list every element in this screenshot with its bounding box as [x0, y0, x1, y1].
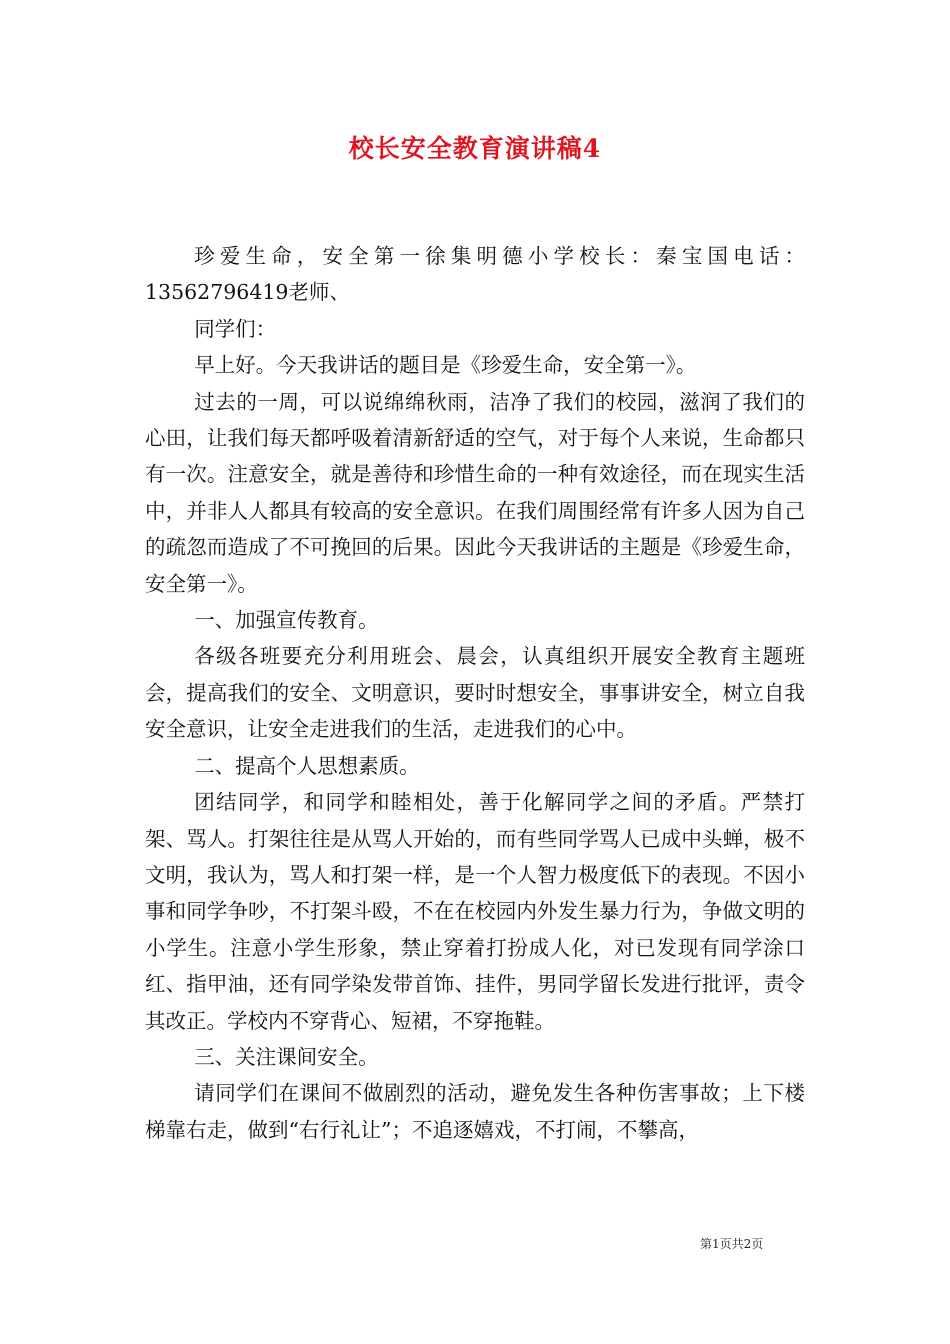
- page-number-footer: 第1页共2页: [700, 1237, 764, 1251]
- paragraph-intro: 过去的一周，可以说绵绵秋雨，洁净了我们的校园，滋润了我们的心田，让我们每天都呼吸着清新舒适的空气，对于每个人来说，生命都只有一次。注意安全，就是善待和珍惜生命的一种有效途径，而在现实生活中，并非人人都具有较高的安全意识。在我们周围经常有许多人因为自己的疏忽而造成了不可挽回的后果。因此今天我讲话的主题是《珍爱生命，安全第一》。: [145, 389, 805, 596]
- section-heading-2: 二、提高个人思想素质。: [194, 753, 420, 778]
- paragraph-section-1: 各级各班要充分利用班会、晨会，认真组织开展安全教育主题班会，提高我们的安全、文明意识，要时时想安全，事事讲安全，树立自我安全意识，让安全走进我们的生活，走进我们的心中。: [145, 644, 805, 742]
- document-body: [145, 238, 805, 1148]
- document-title: 校长安全教育演讲稿4: [348, 134, 602, 163]
- paragraph-greeting: 同学们：: [194, 316, 277, 341]
- paragraph-header: 珍爱生命，安全第一徐集明德小学校长：秦宝国电话：13562796419老师、: [145, 244, 805, 305]
- paragraph-opening: 早上好。今天我讲话的题目是《珍爱生命，安全第一》。: [194, 353, 697, 378]
- paragraph-section-3: 请同学们在课间不做剧烈的活动，避免发生各种伤害事故；上下楼梯靠右走，做到“右行礼让”；不追逐嬉戏，不打闹，不攀高，: [145, 1081, 805, 1142]
- paragraph-section-2: 团结同学，和同学和睦相处，善于化解同学之间的矛盾。严禁打架、骂人。打架往往是从骂人开始的，而有些同学骂人已成中头蝉，极不文明，我认为，骂人和打架一样，是一个人智力极度低下的表现。不因小事和同学争吵，不打架斗殴，不在在校园内外发生暴力行为，争做文明的小学生。注意小学生形象，禁止穿着打扮成人化，对已发现有同学涂口红、指甲油，还有同学染发带首饰、挂件，男同学留长发进行批评，责令其改正。学校内不穿背心、短裙，不穿拖鞋。: [145, 790, 805, 1033]
- section-heading-1: 一、加强宣传教育。: [194, 608, 379, 633]
- section-heading-3: 三、关注课间安全。: [194, 1044, 379, 1069]
